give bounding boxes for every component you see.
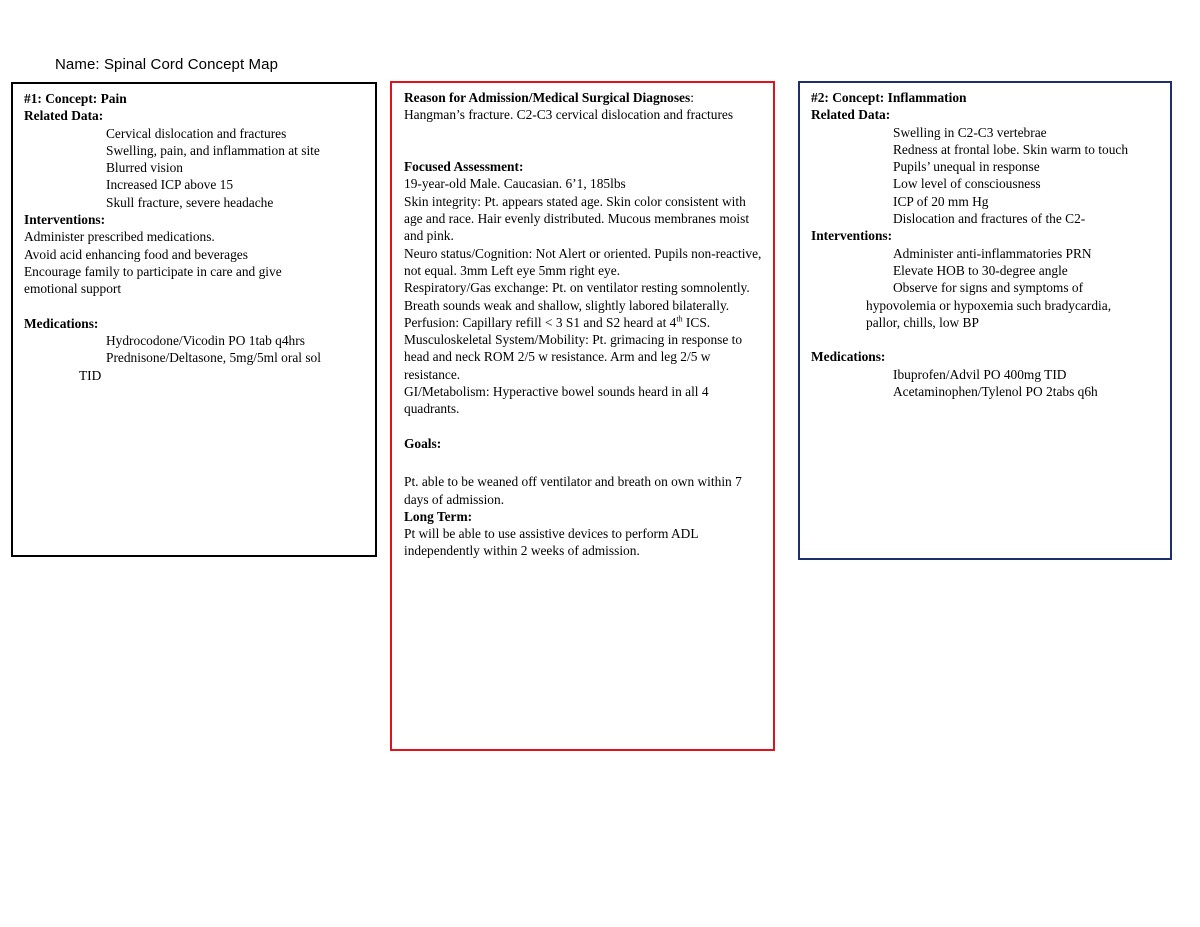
reason-label: Reason for Admission/Medical Surgical Diagnoses	[404, 90, 691, 105]
medication-item: Hydrocodone/Vicodin PO 1tab q4hrs	[106, 333, 305, 349]
concept-1-heading: #1: Concept: Pain	[24, 91, 127, 106]
assessment-item: Musculoskeletal System/Mobility: Pt. grimacing in response to head and neck ROM 2/5 w resistance. Arm and leg 2/5 w resistance.	[404, 332, 743, 382]
related-item: Blurred vision	[106, 160, 183, 176]
medication-item: Prednisone/Deltasone, 5mg/5ml oral sol	[106, 350, 321, 366]
related-item: Swelling in C2-C3 vertebrae	[893, 124, 1047, 140]
long-term-text: Pt will be able to use assistive devices to perform ADL independently within 2 weeks of admission.	[404, 526, 699, 559]
related-item: Skull fracture, severe headache	[106, 194, 274, 210]
related-item: Swelling, pain, and inflammation at site	[106, 142, 320, 158]
concept-2-related-label: Related Data:	[811, 107, 891, 123]
concept-1-medications-label: Medications:	[24, 315, 99, 331]
intervention-item-continued: pallor, chills, low BP	[866, 314, 979, 330]
reason-colon: :	[690, 90, 694, 105]
assessment-item: Respiratory/Gas exchange: Pt. on ventilator resting somnolently. Breath sounds weak and shallow, slightly labored bilaterally.	[404, 280, 750, 313]
related-item: Pupils’ unequal in response	[893, 159, 1040, 175]
concept-1-box	[11, 82, 377, 557]
intervention-item: Elevate HOB to 30-degree angle	[893, 262, 1068, 278]
assessment-item: Skin integrity: Pt. appears stated age. Skin color consistent with age and race. Hair evenly distributed. Mucous membranes moist and pink.	[404, 193, 750, 244]
concept-1-related-label: Related Data:	[24, 108, 104, 124]
related-item: Redness at frontal lobe. Skin warm to touch	[893, 141, 1129, 157]
concept-2-heading: #2: Concept: Inflammation	[811, 90, 967, 105]
concept-1-interventions-label: Interventions:	[24, 212, 106, 228]
intervention-item-continued: hypovolemia or hypoxemia such bradycardia,	[866, 297, 1112, 313]
intervention-item: emotional support	[24, 281, 122, 297]
concept-2-box	[798, 81, 1172, 560]
goal-text: Pt. able to be weaned off ventilator and breath on own within 7 days of admission.	[404, 474, 742, 507]
related-item: Low level of consciousness	[893, 176, 1041, 192]
intervention-item: Administer prescribed medications.	[24, 229, 215, 245]
intervention-item: Avoid acid enhancing food and beverages	[24, 246, 248, 262]
goals-label: Goals:	[404, 435, 442, 451]
assessment-item: Neuro status/Cognition: Not Alert or oriented. Pupils non-reactive, not equal. 3mm Left eye 5mm right eye.	[404, 245, 762, 278]
related-item: Cervical dislocation and fractures	[106, 125, 287, 141]
concept-2-medications-label: Medications:	[811, 349, 886, 365]
reason-text: Hangman’s fracture. C2-C3 cervical dislocation and fractures	[404, 107, 734, 123]
assessment-item: 19-year-old Male. Caucasian. 6’1, 185lbs	[404, 176, 626, 192]
intervention-item: Observe for signs and symptoms of	[893, 280, 1084, 296]
page-title: Name: Spinal Cord Concept Map	[55, 56, 279, 73]
related-item: Increased ICP above 15	[106, 177, 234, 193]
diagnosis-box	[390, 81, 775, 751]
assessment-item: GI/Metabolism: Hyperactive bowel sounds heard in all 4 quadrants.	[404, 384, 709, 417]
medication-item: Ibuprofen/Advil PO 400mg TID	[893, 366, 1067, 382]
medication-item-continued: TID	[79, 367, 102, 383]
medication-item: Acetaminophen/Tylenol PO 2tabs q6h	[893, 384, 1098, 400]
related-item: ICP of 20 mm Hg	[893, 193, 989, 209]
intervention-item: Administer anti-inflammatories PRN	[893, 245, 1092, 261]
long-term-label: Long Term:	[404, 508, 473, 524]
focused-assessment-label: Focused Assessment:	[404, 159, 524, 175]
intervention-item: Encourage family to participate in care and give	[24, 263, 282, 279]
perfusion-item: Perfusion: Capillary refill < 3 S1 and S2 heard at 4th ICS.	[404, 314, 711, 330]
concept-2-interventions-label: Interventions:	[811, 228, 893, 244]
related-item: Dislocation and fractures of the C2-	[893, 211, 1086, 227]
